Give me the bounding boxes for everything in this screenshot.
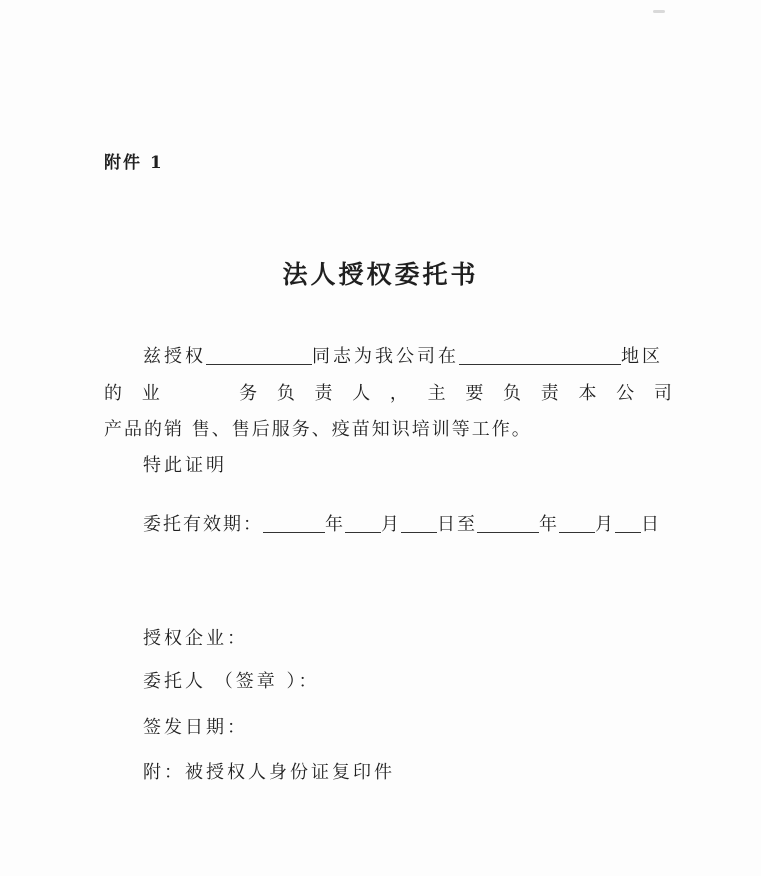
line2-char: 负	[503, 383, 522, 404]
validity-line	[143, 510, 661, 536]
line2-gap	[179, 379, 219, 405]
scan-mark	[653, 10, 665, 13]
line2-char: 的	[104, 383, 122, 404]
line2-char: 责	[314, 383, 333, 404]
issue-date-label: 签发日期：	[143, 717, 248, 738]
year-text: 年	[539, 514, 559, 535]
line2-char: 业	[141, 383, 160, 404]
authorization-line-2	[104, 379, 672, 405]
line2-char: 公	[616, 383, 635, 404]
end-year-blank	[477, 514, 539, 533]
principal-signature-label: 委托人 （签章 ）：	[143, 671, 320, 692]
certification-text: 特此证明	[143, 455, 227, 476]
month-text: 月	[381, 514, 401, 535]
attachment-label: 附件 1	[104, 153, 164, 173]
year-text: 年	[325, 514, 345, 535]
month-text: 月	[595, 514, 615, 535]
line2-char: 要	[465, 383, 484, 404]
document-title: 法人授权委托书	[282, 260, 479, 289]
start-month-blank	[345, 514, 381, 533]
region-blank	[459, 346, 621, 365]
line2-char: 负	[276, 383, 295, 404]
start-day-blank	[401, 514, 437, 533]
comrade-text: 同志为我公司在	[312, 346, 459, 367]
authorize-text: 兹授权	[143, 346, 206, 367]
line2-char: 人	[352, 383, 371, 404]
line2-char: 司	[653, 383, 672, 404]
line2-char: 主	[427, 383, 446, 404]
day-text: 日	[641, 514, 661, 535]
line2-char: 务	[239, 383, 258, 404]
end-month-blank	[559, 514, 595, 533]
authorization-line-1	[143, 342, 663, 368]
day-to-text: 日至	[437, 514, 477, 535]
line2-char: ，	[389, 383, 408, 404]
line2-char: 责	[540, 383, 559, 404]
name-blank	[206, 346, 312, 365]
authorization-line-3: 产品的销 售、售后服务、疫苗知识培训等工作。	[104, 419, 532, 440]
region-text: 地区	[621, 346, 663, 367]
authorizing-company-label: 授权企业：	[143, 628, 248, 649]
end-day-blank	[615, 514, 641, 533]
start-year-blank	[263, 514, 325, 533]
attachment-note: 附：被授权人身份证复印件	[143, 762, 395, 783]
line2-char: 本	[578, 383, 597, 404]
validity-label: 委托有效期：	[143, 514, 263, 535]
